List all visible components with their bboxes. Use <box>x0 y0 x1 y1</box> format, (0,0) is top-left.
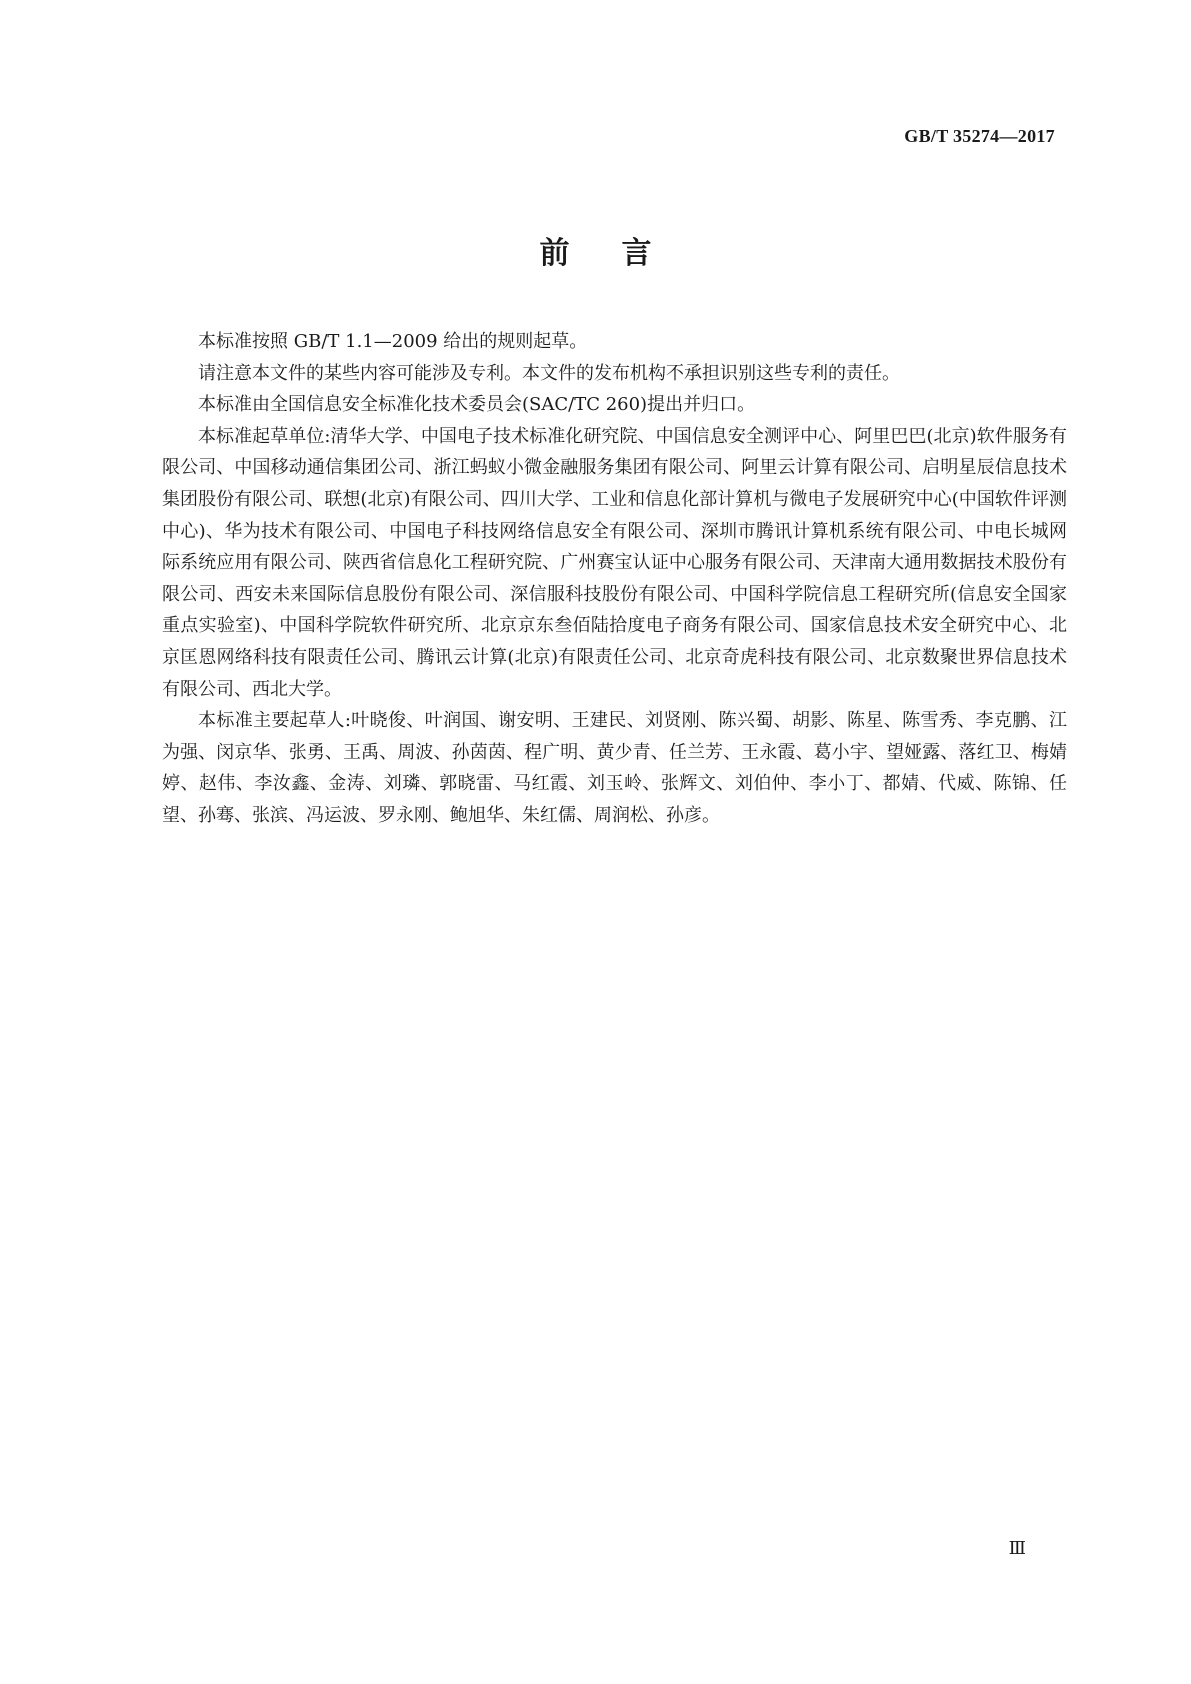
paragraph-patent-notice: 请注意本文件的某些内容可能涉及专利。本文件的发布机构不承担识别这些专利的责任。 <box>198 362 900 384</box>
foreword-body <box>162 326 1067 832</box>
paragraph-drafting-rules: 本标准按照 GB/T 1.1—2009 给出的规则起草。 <box>198 331 588 352</box>
paragraph-drafters: 本标准主要起草人:叶晓俊、叶润国、谢安明、王建民、刘贤刚、陈兴蜀、胡影、陈星、陈雪秀、李克鹏、江为强、闵京华、张勇、王禹、周波、孙茵茵、程广明、黄少青、任兰芳、王永霞、葛小宇、望娅露、落红卫、梅婧婷、赵伟、李汝鑫、金涛、刘璘、郭晓雷、马红霞、刘玉岭、张辉文、刘伯仲、李小丁、都婧、代威、陈锦、任望、孙骞、张滨、冯运波、罗永刚、鲍旭华、朱红儒、周润松、孙彦。 <box>162 710 1067 826</box>
page-number: Ⅲ <box>1008 1538 1026 1558</box>
standard-number: GB/T 35274—2017 <box>904 126 1055 146</box>
section-title: 前言 <box>539 236 704 271</box>
paragraph-drafting-units: 本标准起草单位:清华大学、中国电子技术标准化研究院、中国信息安全测评中心、阿里巴巴(北京)软件服务有限公司、中国移动通信集团公司、浙江蚂蚁小微金融服务集团有限公司、阿里云计算有限公司、启明星辰信息技术集团股份有限公司、联想(北京)有限公司、四川大学、工业和信息化部计算机与微电子发展研究中心(中国软件评测中心)、华为技术有限公司、中国电子科技网络信息安全有限公司、深圳市腾讯计算机系统有限公司、中电长城网际系统应用有限公司、陕西省信息化工程研究院、广州赛宝认证中心服务有限公司、天津南大通用数据技术股份有限公司、西安未来国际信息股份有限公司、深信服科技股份有限公司、中国科学院信息工程研究所(信息安全国家重点实验室)、中国科学院软件研究所、北京京东叁佰陆拾度电子商务有限公司、国家信息技术安全研究中心、北京匡恩网络科技有限责任公司、腾讯云计算(北京)有限责任公司、北京奇虎科技有限公司、北京数聚世界信息技术有限公司、西北大学。 <box>162 425 1067 700</box>
paragraph-proposer: 本标准由全国信息安全标准化技术委员会(SAC/TC 260)提出并归口。 <box>198 394 756 416</box>
